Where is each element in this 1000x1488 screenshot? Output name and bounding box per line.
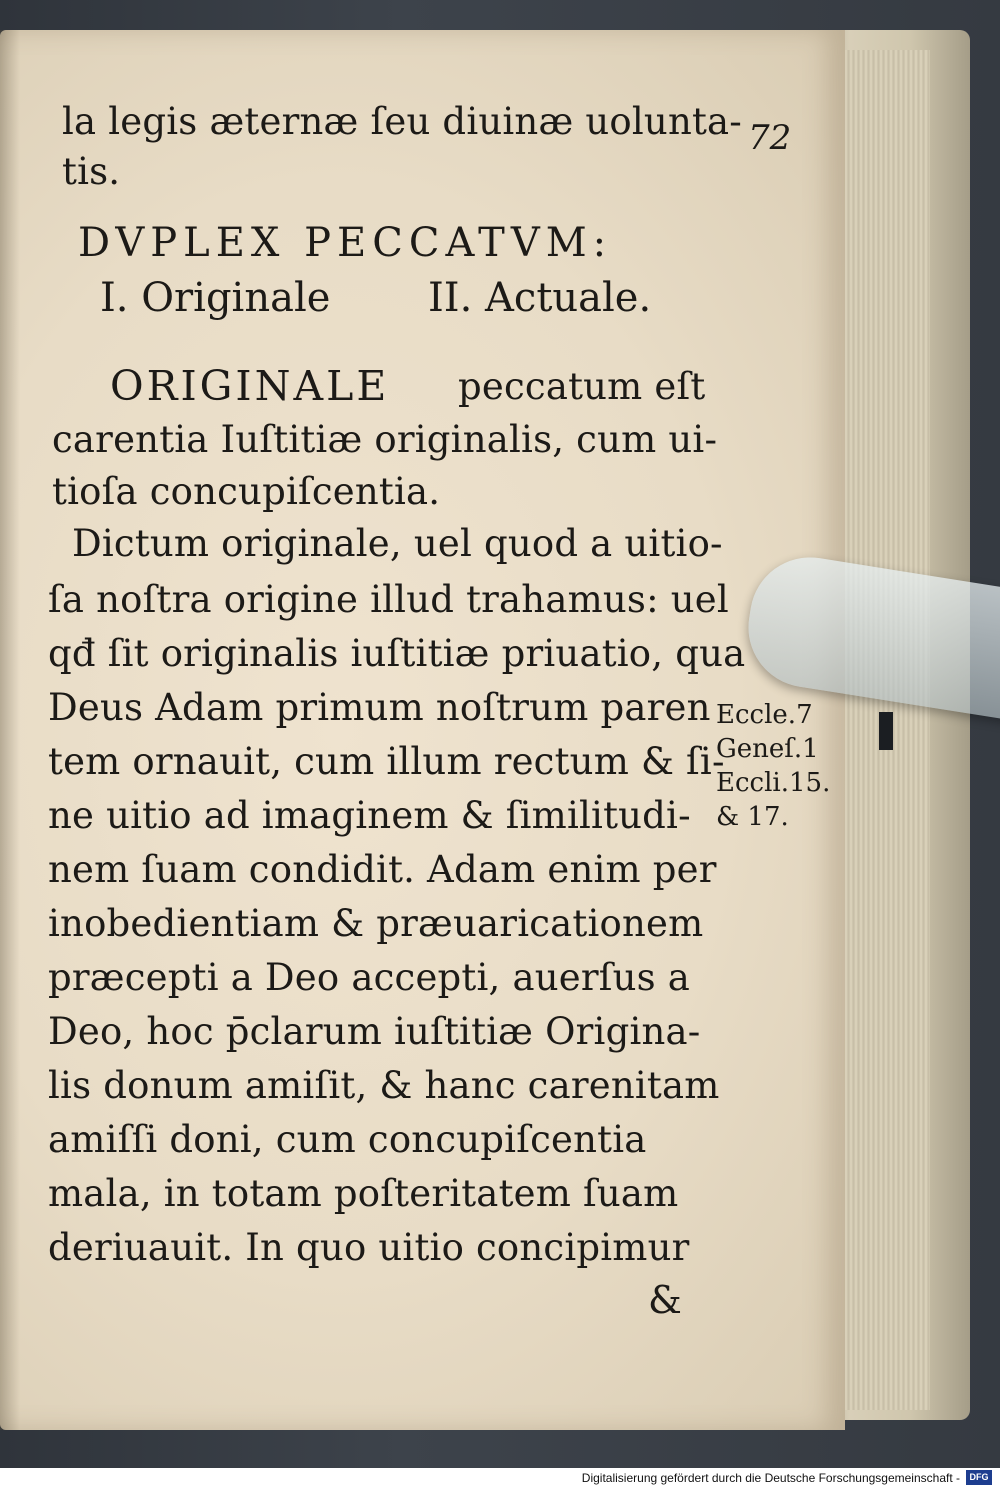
gutter-shadow — [0, 30, 20, 1430]
header-line-1: la legis æternæ ſeu diuinæ uolunta- — [62, 100, 743, 143]
subheading-originale: I. Originale — [100, 275, 331, 321]
body-line-8: inobedientiam & præuaricationem — [48, 902, 704, 945]
body-line-11: lis donum amiſit, & hanc carenitam — [48, 1064, 720, 1107]
catchword: & — [648, 1278, 682, 1322]
body-line-1: Dictum originale, uel quod a uitio- — [72, 522, 723, 565]
section-heading: DVPLEX PECCATVM: — [78, 220, 613, 266]
margin-note-2: Geneſ.1 — [716, 734, 819, 764]
subheading-actuale: II. Actuale. — [428, 275, 652, 321]
header-line-2: tis. — [62, 150, 121, 193]
footer-credit: Digitalisierung gefördert durch die Deutsche Forschungsgemeinschaft - — [581, 1471, 960, 1485]
body-line-13: mala, in totam poſteritatem ſuam — [48, 1172, 679, 1215]
definition-lead: ORIGINALE — [110, 362, 390, 410]
body-line-12: amiſſi doni, cum concupiſcentia — [48, 1118, 647, 1161]
definition-line-1: peccatum eſt — [458, 365, 706, 408]
margin-note-3: Eccli.15. — [716, 768, 831, 798]
dfg-logo: DFG — [966, 1470, 992, 1485]
definition-line-2: carentia Iuſtitiæ originalis, cum ui- — [52, 418, 718, 461]
page-number: 72 — [748, 118, 792, 158]
body-line-9: præcepti a Deo accepti, auerſus a — [48, 956, 691, 999]
body-line-7: nem ſuam condidit. Adam enim per — [48, 848, 717, 891]
margin-note-1: Eccle.7 — [716, 700, 813, 730]
margin-note-4: & 17. — [716, 802, 789, 832]
page-tab-marker — [879, 712, 893, 750]
body-line-3: qđ ſit originalis iuſtitiæ priuatio, qua — [48, 632, 746, 675]
body-line-5: tem ornauit, cum illum rectum & ſi- — [48, 740, 725, 783]
definition-line-3: tioſa concupiſcentia. — [52, 470, 441, 513]
body-line-4: Deus Adam primum noſtrum paren — [48, 686, 711, 729]
body-line-2: ſa noſtra origine illud trahamus: uel — [48, 578, 729, 621]
body-line-6: ne uitio ad imaginem & ſimilitudi- — [48, 794, 691, 837]
body-line-10: Deo, hoc p̄clarum iuſtitiæ Origina- — [48, 1010, 701, 1053]
body-line-14: deriuauit. In quo uitio concipimur — [48, 1226, 690, 1269]
